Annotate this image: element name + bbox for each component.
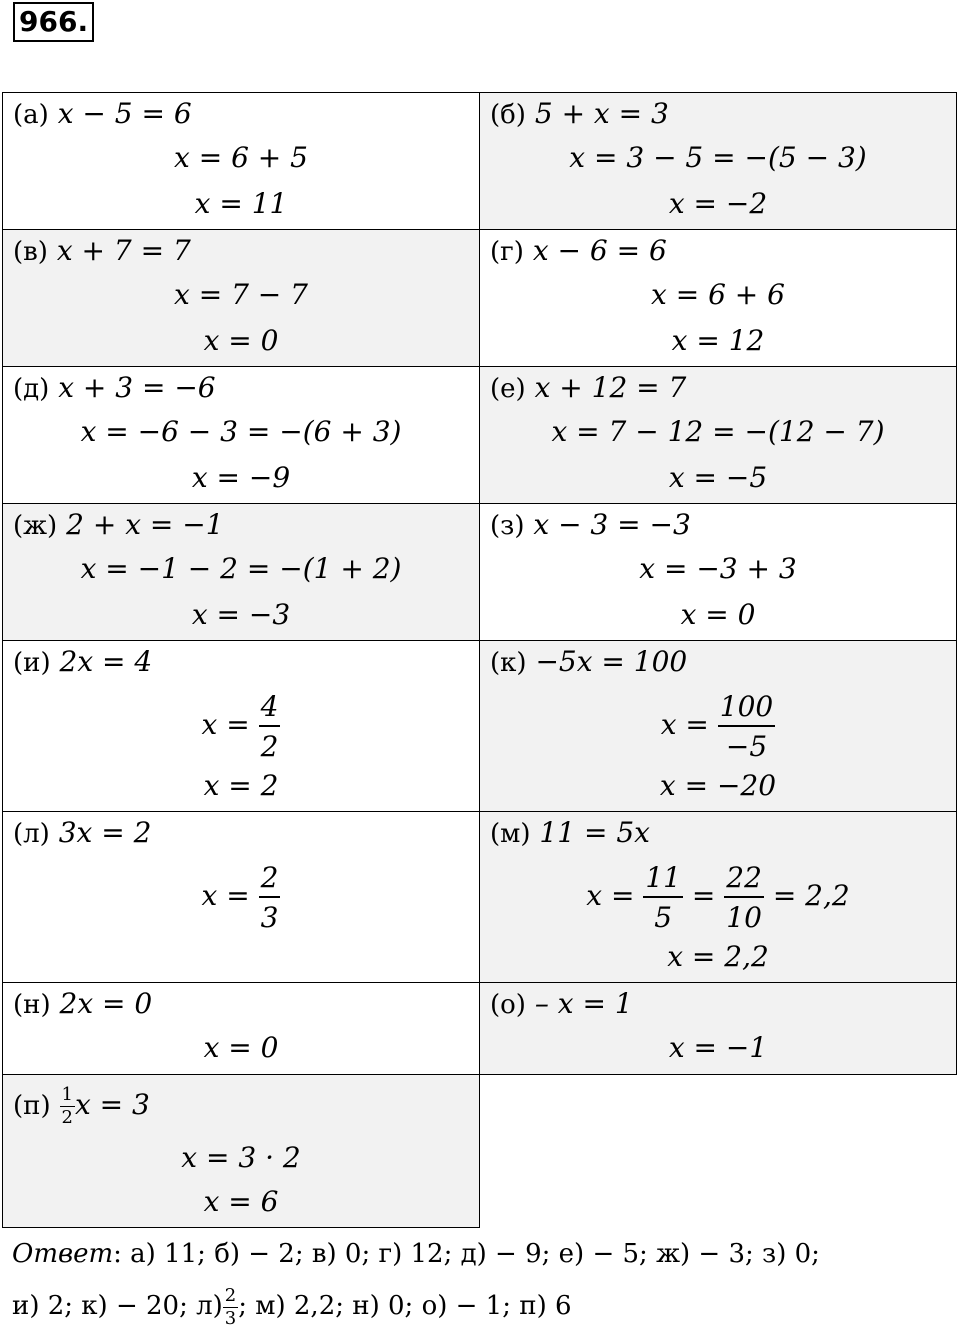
task-d-cell (2, 366, 480, 504)
task-i-cell (2, 640, 480, 812)
task-i-equation: (и) 2x = 4 (13, 645, 153, 678)
empty-cell (479, 1074, 957, 1228)
task-v-cell (2, 229, 480, 367)
task-p-equation: (п) $\frac{1}{2}$ x = 3 (13, 1084, 150, 1128)
task-m-step: x = $\frac{11}{5}$ = $\frac{22}{10}$ = 2,2 (586, 860, 850, 934)
fraction: $\frac{2}{3}$ (224, 1284, 237, 1329)
task-i-step: x = $\frac{4}{2}$ (201, 689, 279, 763)
task-o-result: x = −1 (668, 1031, 768, 1064)
task-e-cell (479, 366, 957, 504)
task-n-equation: (н) 2x = 0 (13, 987, 153, 1020)
task-o-cell (479, 982, 957, 1075)
task-d-equation: (д) x + 3 = −6 (13, 371, 216, 404)
task-a-result: x = 11 (194, 187, 288, 220)
task-p-result: x = 6 (203, 1185, 279, 1218)
task-n-result: x = 0 (203, 1031, 279, 1064)
task-d-result: x = −9 (191, 461, 291, 494)
task-l-step: x = $\frac{2}{3}$ (201, 860, 279, 934)
task-i-result: x = 2 (203, 769, 279, 802)
task-zh-result: x = −3 (191, 598, 291, 631)
table-row (2, 503, 958, 640)
task-g-equation: (г) x − 6 = 6 (490, 234, 667, 267)
table-row (2, 92, 958, 229)
task-d-step: x = −6 − 3 = −(6 + 3) (80, 415, 402, 448)
task-zh-equation: (ж) 2 + x = −1 (13, 508, 224, 541)
table-row (2, 982, 958, 1074)
table-row (2, 811, 958, 982)
task-p-step: x = 3 · 2 (181, 1141, 301, 1174)
task-v-step: x = 7 − 7 (174, 278, 308, 311)
task-n-cell (2, 982, 480, 1075)
task-l-cell (2, 811, 480, 983)
task-a-cell (2, 92, 480, 230)
task-z-result: x = 0 (680, 598, 756, 631)
answer-line-1: Ответ: а) 11; б) − 2; в) 0; г) 12; д) − 9; е) − 5; ж) − 3; з) 0; (12, 1239, 820, 1269)
task-e-step: x = 7 − 12 = −(12 − 7) (551, 415, 885, 448)
task-g-cell (479, 229, 957, 367)
fraction: $\frac{11}{5}$ (645, 860, 681, 934)
task-g-result: x = 12 (671, 324, 765, 357)
task-b-cell (479, 92, 957, 230)
task-k-result: x = −20 (659, 769, 777, 802)
table-row (2, 229, 958, 366)
task-zh-step: x = −1 − 2 = −(1 + 2) (80, 552, 402, 585)
task-z-step: x = −3 + 3 (639, 552, 797, 585)
fraction: $\frac{100}{-5}$ (719, 689, 774, 763)
solutions-table (2, 92, 958, 1227)
answer-line-2: и) 2; к) − 20; л) $\frac{2}{3}$ ; м) 2,2; н) 0; о) − 1; п) 6 (12, 1284, 572, 1329)
fraction: $\frac{4}{2}$ (260, 689, 279, 763)
task-b-result: x = −2 (668, 187, 768, 220)
task-a-step: x = 6 + 5 (174, 141, 308, 174)
task-a-equation: (а) x − 5 = 6 (13, 97, 192, 130)
task-b-step: x = 3 − 5 = −(5 − 3) (569, 141, 867, 174)
task-k-step: x = $\frac{100}{-5}$ (660, 689, 774, 763)
task-v-result: x = 0 (203, 324, 279, 357)
task-m-cell (479, 811, 957, 983)
task-p-cell (2, 1074, 480, 1228)
task-zh-cell (2, 503, 480, 641)
task-o-equation: (о) – x = 1 (490, 987, 633, 1020)
fraction: $\frac{22}{10}$ (726, 860, 762, 934)
problem-number: 966. (13, 2, 94, 42)
table-row (2, 366, 958, 503)
task-m-result: x = 2,2 (667, 940, 769, 973)
task-v-equation: (в) x + 7 = 7 (13, 234, 191, 267)
task-g-step: x = 6 + 6 (651, 278, 785, 311)
fraction: $\frac{2}{3}$ (260, 860, 279, 934)
fraction: $\frac{1}{2}$ (61, 1084, 73, 1128)
task-e-equation: (е) x + 12 = 7 (490, 371, 687, 404)
task-z-cell (479, 503, 957, 641)
task-z-equation: (з) x − 3 = −3 (490, 508, 691, 541)
task-m-equation: (м) 11 = 5x (490, 816, 650, 849)
task-b-equation: (б) 5 + x = 3 (490, 97, 669, 130)
task-l-equation: (л) 3x = 2 (13, 816, 152, 849)
task-k-cell (479, 640, 957, 812)
answer-block (12, 1228, 952, 1332)
task-e-result: x = −5 (668, 461, 768, 494)
table-row (2, 640, 958, 811)
task-k-equation: (к) −5x = 100 (490, 645, 688, 678)
table-row (2, 1074, 958, 1227)
